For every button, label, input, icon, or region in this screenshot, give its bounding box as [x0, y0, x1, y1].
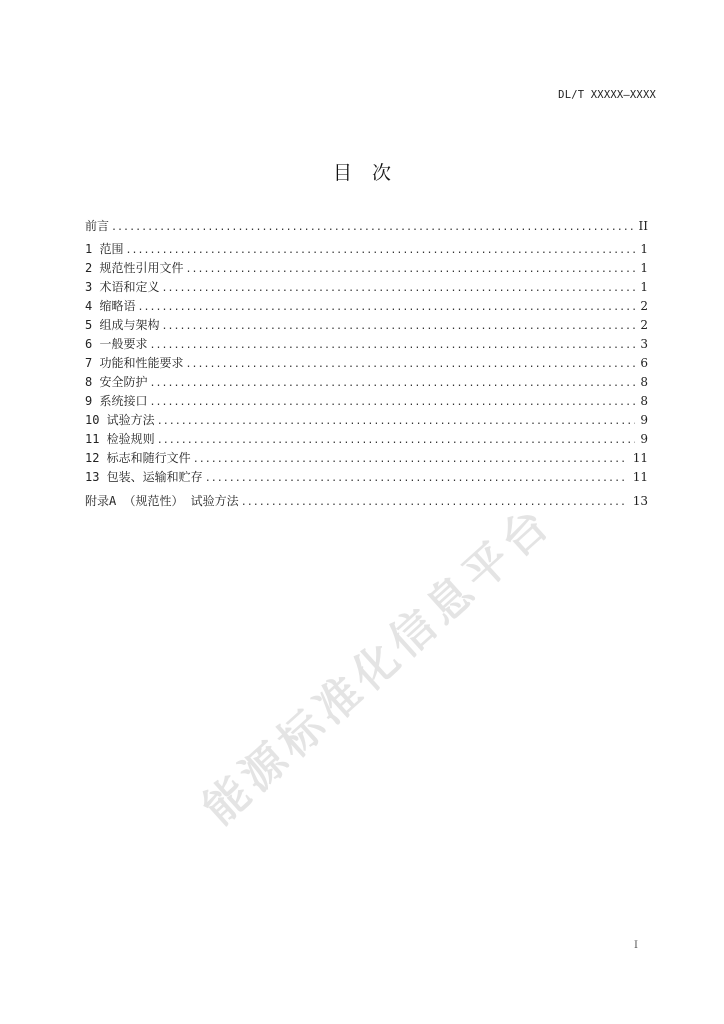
- dot-leader: [147, 374, 635, 393]
- toc-entry-label: 11 检验规则: [85, 432, 155, 446]
- toc-entry-page: 1: [640, 242, 648, 256]
- toc-entry-page: 8: [640, 394, 648, 408]
- toc-entry-general-requirements[interactable]: [85, 335, 648, 354]
- toc-entry-label: 2 规范性引用文件: [85, 261, 184, 275]
- toc-entry-composition-architecture[interactable]: [85, 316, 648, 335]
- toc-entry-page: 9: [640, 432, 648, 446]
- toc-entry-normative-references[interactable]: [85, 259, 648, 278]
- dot-leader: [159, 279, 635, 298]
- toc-entry-page: 6: [640, 356, 648, 370]
- toc-entry-label: 9 系统接口: [85, 394, 148, 408]
- toc-entry-page: 9: [640, 413, 648, 427]
- toc-entry-page: 2: [640, 299, 648, 313]
- watermark: 能源标准化信息平台: [193, 495, 563, 835]
- dot-leader: [191, 450, 628, 469]
- toc-entry-page: 8: [640, 375, 648, 389]
- toc-entry-label: 6 一般要求: [85, 337, 148, 351]
- dot-leader: [147, 336, 635, 355]
- toc-entry-page: 1: [640, 261, 648, 275]
- toc-entry-label: 10 试验方法: [85, 413, 155, 427]
- toc-entry-page: 11: [632, 470, 648, 484]
- toc-entry-security-protection[interactable]: [85, 373, 648, 392]
- toc-entry-abbreviations[interactable]: [85, 297, 648, 316]
- toc-entry-label: 1 范围: [85, 242, 124, 256]
- dot-leader: [203, 469, 628, 488]
- toc-entry-page: II: [638, 219, 648, 233]
- dot-leader: [159, 317, 635, 336]
- dot-leader: [155, 431, 636, 450]
- toc-entry-page: 3: [640, 337, 648, 351]
- toc-entry-packaging-transport-storage[interactable]: [85, 468, 648, 487]
- toc-entry-marking-documents[interactable]: [85, 449, 648, 468]
- dot-leader: [147, 393, 635, 412]
- toc-entry-system-interface[interactable]: [85, 392, 648, 411]
- toc-entry-scope[interactable]: [85, 240, 648, 259]
- toc-entry-foreword[interactable]: [85, 217, 648, 236]
- toc-entry-label: 8 安全防护: [85, 375, 148, 389]
- dot-leader: [239, 493, 628, 512]
- toc-entry-test-methods[interactable]: [85, 411, 648, 430]
- toc-entry-page: 13: [632, 494, 648, 508]
- dot-leader: [183, 355, 635, 374]
- dot-leader: [109, 218, 634, 237]
- dot-leader: [123, 241, 635, 260]
- toc-entry-appendix-a[interactable]: [85, 492, 648, 511]
- toc-entry-page: 1: [640, 280, 648, 294]
- dot-leader: [183, 260, 635, 279]
- toc-entry-terms-definitions[interactable]: [85, 278, 648, 297]
- toc-title: 目 次: [332, 162, 392, 184]
- toc-entry-label: 4 缩略语: [85, 299, 136, 313]
- toc-entry-label: 前言: [85, 219, 110, 233]
- toc-entry-label: 5 组成与架构: [85, 318, 160, 332]
- toc-entry-label: 附录A （规范性） 试验方法: [85, 494, 239, 508]
- document-code: DL/T XXXXX—XXXX: [558, 89, 656, 101]
- toc-entry-inspection-rules[interactable]: [85, 430, 648, 449]
- toc-entry-label: 7 功能和性能要求: [85, 356, 184, 370]
- dot-leader: [135, 298, 635, 317]
- table-of-contents: [85, 217, 648, 511]
- dot-leader: [155, 412, 636, 431]
- toc-entry-label: 12 标志和随行文件: [85, 451, 191, 465]
- toc-entry-page: 2: [640, 318, 648, 332]
- toc-entry-label: 13 包装、运输和贮存: [85, 470, 203, 484]
- toc-entry-function-performance[interactable]: [85, 354, 648, 373]
- toc-entry-label: 3 术语和定义: [85, 280, 160, 294]
- toc-entry-page: 11: [632, 451, 648, 465]
- page-number: I: [634, 940, 638, 951]
